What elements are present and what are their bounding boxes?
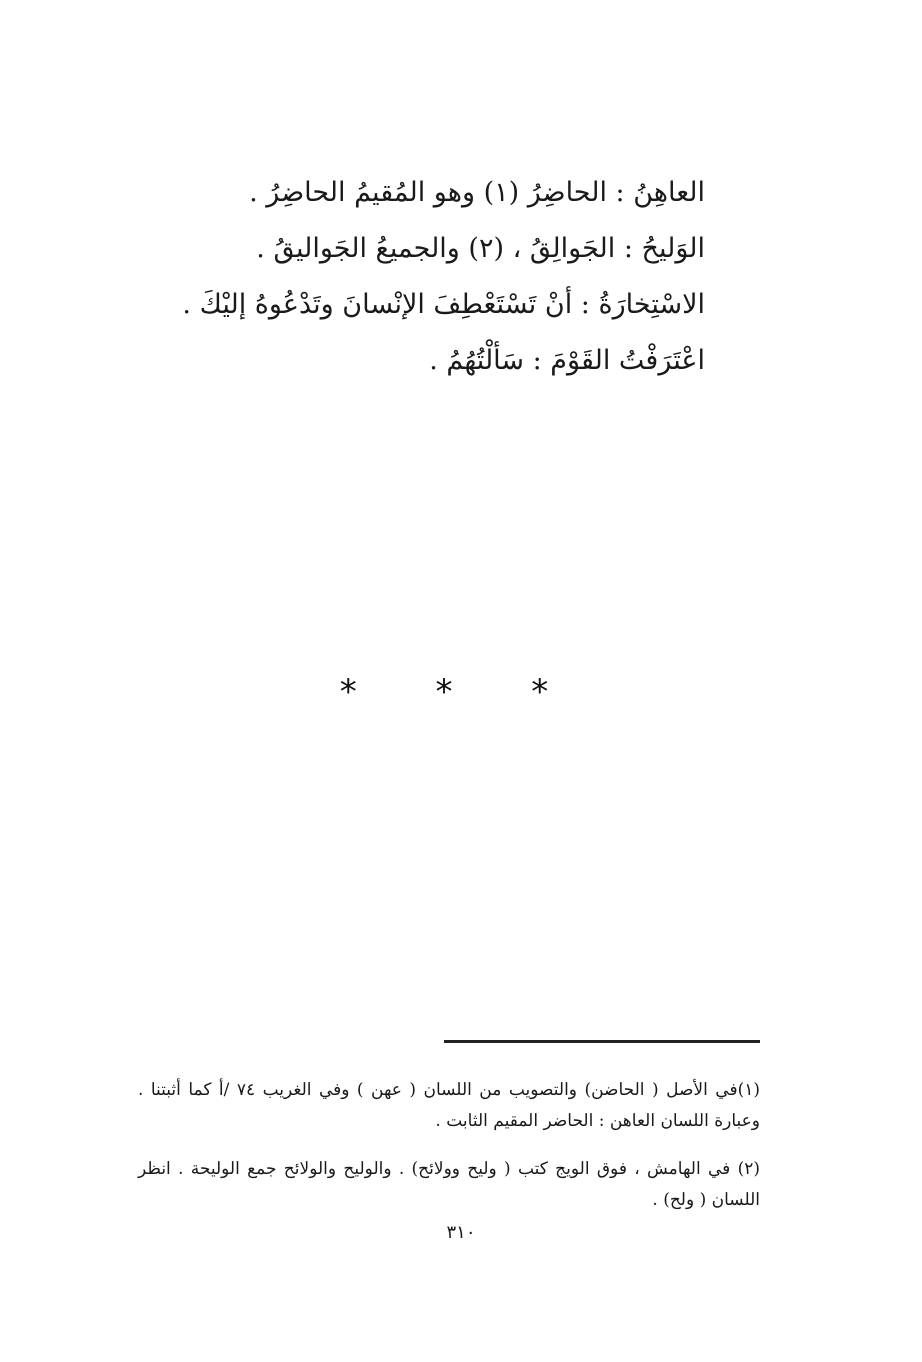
entry-itaraft: اعْتَرَفْتُ القَوْمَ : سَألْتُهُمُ . xyxy=(429,345,705,376)
footnote-1: (١)في الأصل ( الحاضن) والتصويب من اللسان ( عهن ) وفي الغريب ٧٤ /أ كما أثبتنا . وعبارة اللسان العاهن : الحاضر المقيم الثابت . xyxy=(138,1080,760,1131)
entry-aahin: العاهِنُ : الحاضِرُ (١) وهو المُقيمُ الحاضِرُ . xyxy=(249,177,705,208)
footnote-2: (٢) في الهامش ، فوق الويج كتب ( وليح وولائح) . والوليح والولائح جمع الوليحة . انظر اللسان ( ولح) . xyxy=(138,1159,760,1210)
page-number: ٣١٠ xyxy=(446,1222,476,1243)
dictionary-entries xyxy=(120,165,705,389)
section-separator: * * * xyxy=(339,672,583,712)
footnote-rule xyxy=(444,1040,760,1043)
entry-walih: الوَليحُ : الجَوالِقُ ، (٢) والجميعُ الجَواليقُ . xyxy=(256,233,705,264)
footnotes xyxy=(138,1058,760,1222)
entry-istikhara: الاسْتِخارَةُ : أنْ تَسْتَعْطِفَ الإنْسانَ وتَدْعُوهُ إليْكَ . xyxy=(182,289,705,320)
